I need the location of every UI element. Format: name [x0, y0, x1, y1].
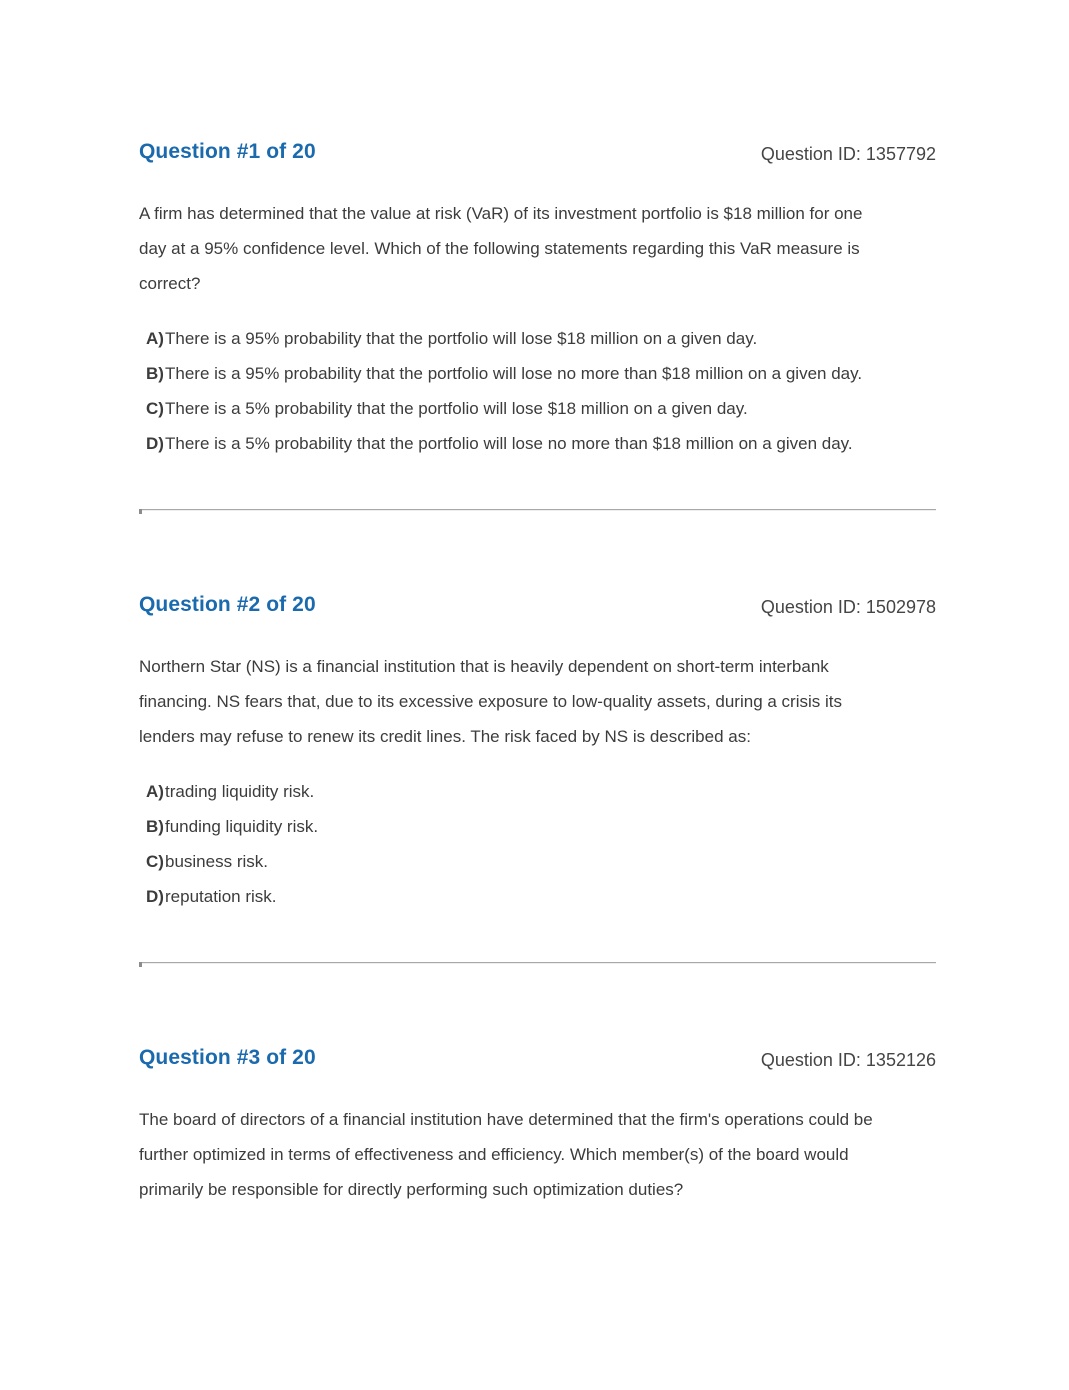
- option-letter: D): [146, 434, 164, 453]
- option-text: There is a 95% probability that the portfolio will lose $18 million on a given day.: [165, 329, 758, 348]
- section-divider: [139, 509, 936, 511]
- question-id: Question ID: 1352126: [760, 1050, 936, 1070]
- question-title: Question #1 of 20: [139, 140, 316, 163]
- question-header: [139, 138, 936, 166]
- options-list: [139, 321, 936, 461]
- option-text: funding liquidity risk.: [165, 817, 319, 836]
- question-title: Question #3 of 20: [139, 1046, 316, 1069]
- option-letter: A): [146, 782, 164, 801]
- option-row-d: [139, 879, 936, 914]
- option-letter: B): [146, 817, 164, 836]
- question-body: The board of directors of a financial institution have determined that the firm's operations could be further optimized in terms of effectiveness and efficiency. Which member(s) of the board would primarily be responsible for directly performing such optimization duties?: [139, 1110, 873, 1199]
- question-id: Question ID: 1357792: [760, 144, 936, 164]
- question-header: [139, 1044, 936, 1072]
- option-text: There is a 5% probability that the portfolio will lose no more than $18 million on a given day.: [165, 434, 853, 453]
- option-row-a: [139, 321, 936, 356]
- question-title: Question #2 of 20: [139, 593, 316, 616]
- option-text: There is a 5% probability that the portfolio will lose $18 million on a given day.: [165, 399, 748, 418]
- question-block-3: [139, 1044, 936, 1207]
- question-block-2: [139, 591, 936, 914]
- option-text: reputation risk.: [165, 887, 277, 906]
- options-list: [139, 774, 936, 914]
- option-row-c: [139, 391, 936, 426]
- question-body: Northern Star (NS) is a financial institution that is heavily dependent on short-term interbank financing. NS fears that, due to its excessive exposure to low-quality assets, during a crisis its lenders may refuse to renew its credit lines. The risk faced by NS is described as:: [139, 657, 842, 746]
- option-row-b: [139, 356, 936, 391]
- option-text: There is a 95% probability that the portfolio will lose no more than $18 million on a given day.: [165, 364, 863, 383]
- question-bank-page: [139, 0, 936, 1207]
- option-text: business risk.: [165, 852, 268, 871]
- option-letter: D): [146, 887, 164, 906]
- option-letter: A): [146, 329, 164, 348]
- question-body: A firm has determined that the value at risk (VaR) of its investment portfolio is $18 million for one day at a 95% confidence level. Which of the following statements regarding this VaR measure is correct?: [139, 204, 863, 293]
- option-row-c: [139, 844, 936, 879]
- option-letter: C): [146, 852, 164, 871]
- option-row-a: [139, 774, 936, 809]
- question-header: [139, 591, 936, 619]
- option-letter: B): [146, 364, 164, 383]
- option-row-b: [139, 809, 936, 844]
- section-divider: [139, 962, 936, 964]
- option-text: trading liquidity risk.: [165, 782, 315, 801]
- question-id: Question ID: 1502978: [760, 597, 936, 617]
- option-letter: C): [146, 399, 164, 418]
- question-block-1: [139, 138, 936, 461]
- option-row-d: [139, 426, 936, 461]
